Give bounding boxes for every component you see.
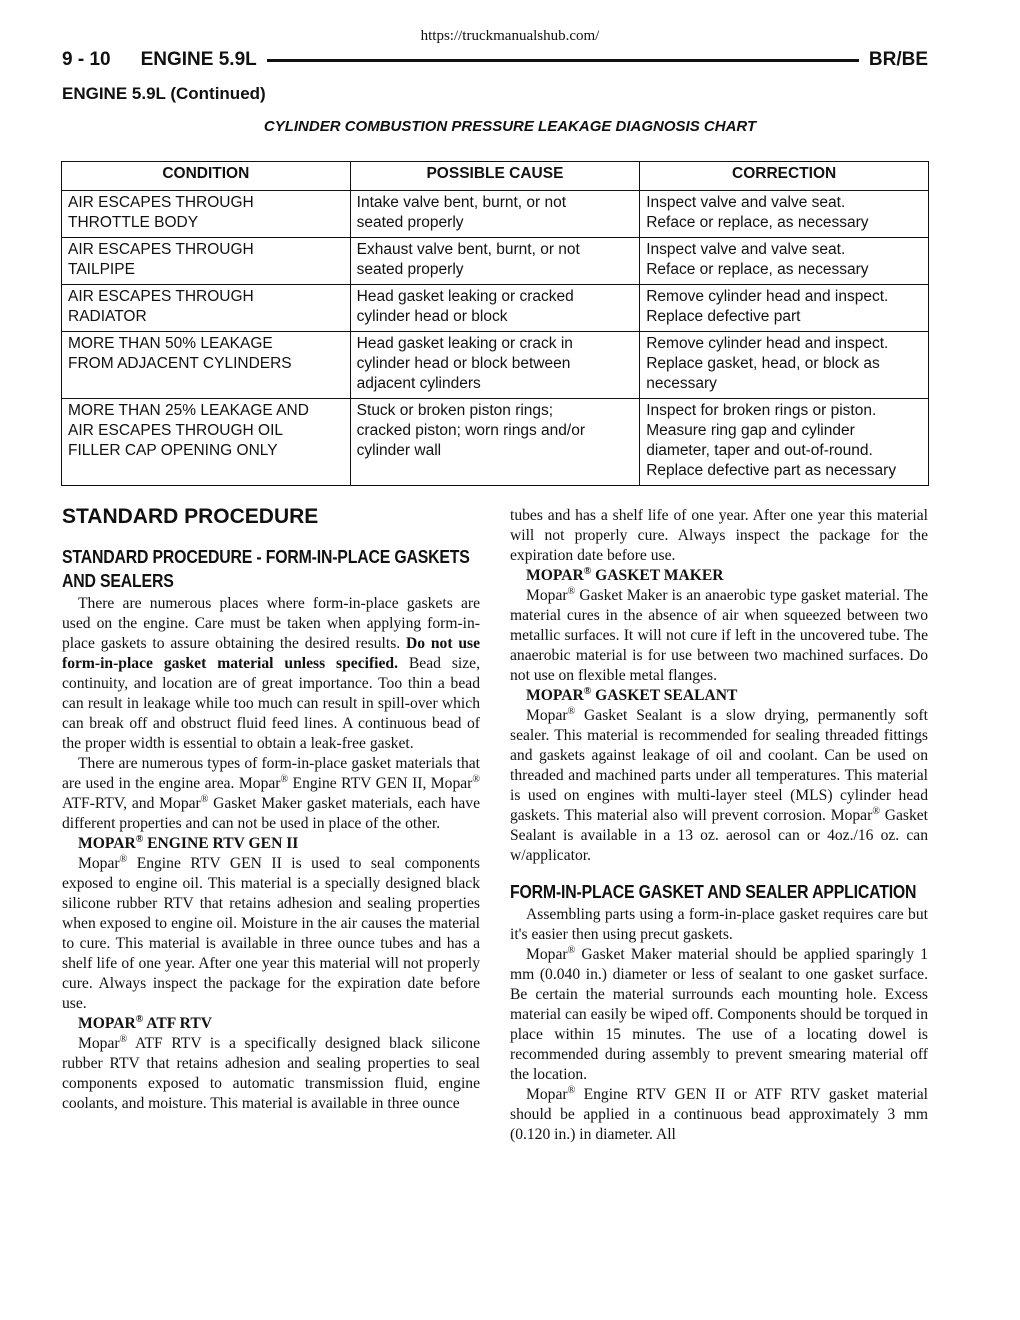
cause-cell: [350, 191, 640, 238]
source-url[interactable]: https://truckmanualshub.com/: [420, 28, 600, 44]
paragraph: Mopar® Engine RTV GEN II or ATF RTV gasket material should be applied in a continuous bead approximately 3 mm (0.120 in.) in diameter. All: [510, 1084, 928, 1143]
correction-cell: [640, 191, 929, 238]
cell-text: Remove cylinder head and inspect.: [646, 288, 889, 305]
cause-cell: [350, 285, 640, 332]
cell-text: MORE THAN 50% LEAKAGE: [68, 335, 273, 352]
chart-title: CYLINDER COMBUSTION PRESSURE LEAKAGE DIAGNOSIS CHART: [263, 118, 757, 135]
cell-text: AIR ESCAPES THROUGH: [68, 194, 254, 211]
section-heading: STANDARD PROCEDURE: [62, 505, 319, 528]
paragraph: Mopar® Engine RTV GEN II is used to seal components exposed to engine oil. This material is a specially designed black silicone rubber RTV that retains adhesion and sealing properties when exposed to engine oil. Moisture in the air causes the material to cure. This material is available in three ounce tubes and has a shelf life of one year. After one year this material will not properly cure. Always inspect the package for the expiration date before use.: [62, 853, 480, 1012]
column-header: POSSIBLE CAUSE: [350, 162, 640, 191]
page-number: 9 - 10: [62, 49, 111, 70]
cause-cell: [350, 238, 640, 285]
left-column: [62, 505, 480, 1114]
cell-text: Replace defective part: [646, 308, 801, 325]
cell-text: necessary: [646, 375, 717, 392]
correction-cell: [640, 285, 929, 332]
cell-text: AIR ESCAPES THROUGH OIL: [68, 422, 284, 439]
cell-text: Remove cylinder head and inspect.: [646, 335, 889, 352]
condition-cell: [62, 191, 351, 238]
paragraph: There are numerous types of form-in-place gasket materials that are used in the engine area. Mopar® Engine RTV GEN II, Mopar® ATF-RTV, and Mopar® Gasket Maker gasket materials, each have different properties and can not be used in place of the other.: [62, 755, 481, 832]
cell-text: FILLER CAP OPENING ONLY: [68, 442, 278, 459]
continued-title: ENGINE 5.9L (Continued): [62, 84, 266, 103]
cell-text: cylinder head or block between: [356, 355, 571, 372]
cell-text: Reface or replace, as necessary: [646, 261, 869, 278]
cell-text: adjacent cylinders: [356, 375, 481, 392]
condition-cell: [62, 238, 351, 285]
cell-text: Exhaust valve bent, burnt, or not: [356, 241, 580, 258]
material-heading: MOPAR® ENGINE RTV GEN II: [78, 833, 299, 852]
condition-cell: [62, 399, 351, 486]
cell-text: seated properly: [356, 214, 464, 231]
correction-cell: [640, 399, 929, 486]
condition-cell: [62, 285, 351, 332]
cause-cell: [350, 399, 640, 486]
model-code: BR/BE: [868, 49, 928, 70]
cell-text: Replace defective part as necessary: [646, 462, 897, 479]
paragraph: There are numerous places where form-in-place gaskets are used on the engine. Care must be taken when applying form-in-place gaskets to assure obtaining the desired results. Do not use form-in-place gasket material unless specified. Bead size, continuity, and location are of great importance. Too thin a bead can result in leakage while too much can result in spill-over which can break off and obstruct fluid feed lines. A continuous bead of the proper width is essential to obtain a leak-free gasket.: [62, 595, 480, 752]
cell-text: Replace gasket, head, or block as: [646, 355, 880, 372]
cell-text: diameter, taper and out-of-round.: [646, 442, 873, 459]
cell-text: Inspect valve and valve seat.: [646, 241, 846, 258]
material-heading: MOPAR® GASKET MAKER: [526, 565, 724, 584]
paragraph: tubes and has a shelf life of one year. After one year this material will not properly cure. Always inspect the package for the expiration date before use.: [510, 507, 928, 564]
table-row: [62, 285, 929, 332]
paragraph: Mopar® ATF RTV is a specifically designed black silicone rubber RTV that retains adhesion and sealing properties to seal components exposed to automatic transmission fluid, engine coolants, and moisture. This material is available in three ounce: [62, 1033, 480, 1112]
material-heading: MOPAR® GASKET SEALANT: [526, 685, 738, 704]
correction-cell: [640, 238, 929, 285]
cell-text: MORE THAN 25% LEAKAGE AND: [68, 402, 309, 419]
paragraph: Mopar® Gasket Maker is an anaerobic type gasket material. The material cures in the absence of air when squeezed between two metallic surfaces. It will not cure if left in the uncovered tube. The anaerobic material is for use between two machined surfaces. Do not use on flexible metal flanges.: [510, 585, 928, 684]
cell-text: cracked piston; worn rings and/or: [356, 422, 585, 439]
column-header: CONDITION: [62, 162, 351, 191]
header-rule: [267, 59, 859, 62]
correction-cell: [640, 332, 929, 399]
table-row: [62, 191, 929, 238]
material-heading: MOPAR® ATF RTV: [78, 1013, 212, 1032]
paragraph: Mopar® Gasket Maker material should be applied sparingly 1 mm (0.040 in.) diameter or less of sealant to one gasket surface. Be certain the material surrounds each mounting hole. Excess material can easily be wiped off. Components should be torqued in place within 15 minutes. The use of a locating dowel is recommended during assembly to prevent smearing material off the location.: [510, 944, 928, 1083]
cell-text: Intake valve bent, burnt, or not: [356, 194, 567, 211]
cell-text: Head gasket leaking or cracked: [356, 288, 574, 305]
cell-text: Stuck or broken piston rings;: [356, 402, 554, 419]
subsection-heading: FORM-IN-PLACE GASKET AND SEALER APPLICATION: [510, 882, 917, 902]
table-row: [62, 332, 929, 399]
column-header: CORRECTION: [640, 162, 929, 191]
cell-text: THROTTLE BODY: [68, 214, 199, 231]
cell-text: TAILPIPE: [68, 261, 135, 278]
table-row: [62, 399, 929, 486]
cell-text: RADIATOR: [68, 308, 147, 325]
cell-text: FROM ADJACENT CYLINDERS: [68, 355, 292, 372]
table-row: [62, 238, 929, 285]
paragraph: Assembling parts using a form-in-place gasket requires care but it's easier then using precut gaskets.: [510, 906, 928, 943]
section-title: ENGINE 5.9L: [140, 49, 257, 70]
subsection-heading: STANDARD PROCEDURE - FORM-IN-PLACE GASKETS AND SEALERS: [62, 547, 470, 591]
right-column: [510, 506, 928, 1145]
cell-text: Measure ring gap and cylinder: [646, 422, 855, 439]
cell-text: Inspect for broken rings or piston.: [646, 402, 877, 419]
table-header-row: [62, 162, 929, 191]
cell-text: seated properly: [356, 261, 464, 278]
cell-text: cylinder wall: [356, 442, 442, 459]
cell-text: Inspect valve and valve seat.: [646, 194, 846, 211]
cell-text: Reface or replace, as necessary: [646, 214, 869, 231]
cause-cell: [350, 332, 640, 399]
paragraph: Mopar® Gasket Sealant is a slow drying, permanently soft sealer. This material is recommended for sealing threaded fittings and gaskets against leakage of oil and coolant. Can be used on threaded and machined parts under all temperatures. This material is used on engines with multi-layer steel (MLS) cylinder head gaskets. This material also will prevent corrosion. Mopar® Gasket Sealant is available in a 13 oz. aerosol can or 4oz./16 oz. can w/applicator.: [510, 705, 929, 864]
cell-text: Head gasket leaking or crack in: [356, 335, 573, 352]
page-header: [62, 48, 928, 72]
diagnosis-table: [61, 161, 929, 486]
condition-cell: [62, 332, 351, 399]
cell-text: cylinder head or block: [356, 308, 508, 325]
cell-text: AIR ESCAPES THROUGH: [68, 241, 254, 258]
cell-text: AIR ESCAPES THROUGH: [68, 288, 254, 305]
